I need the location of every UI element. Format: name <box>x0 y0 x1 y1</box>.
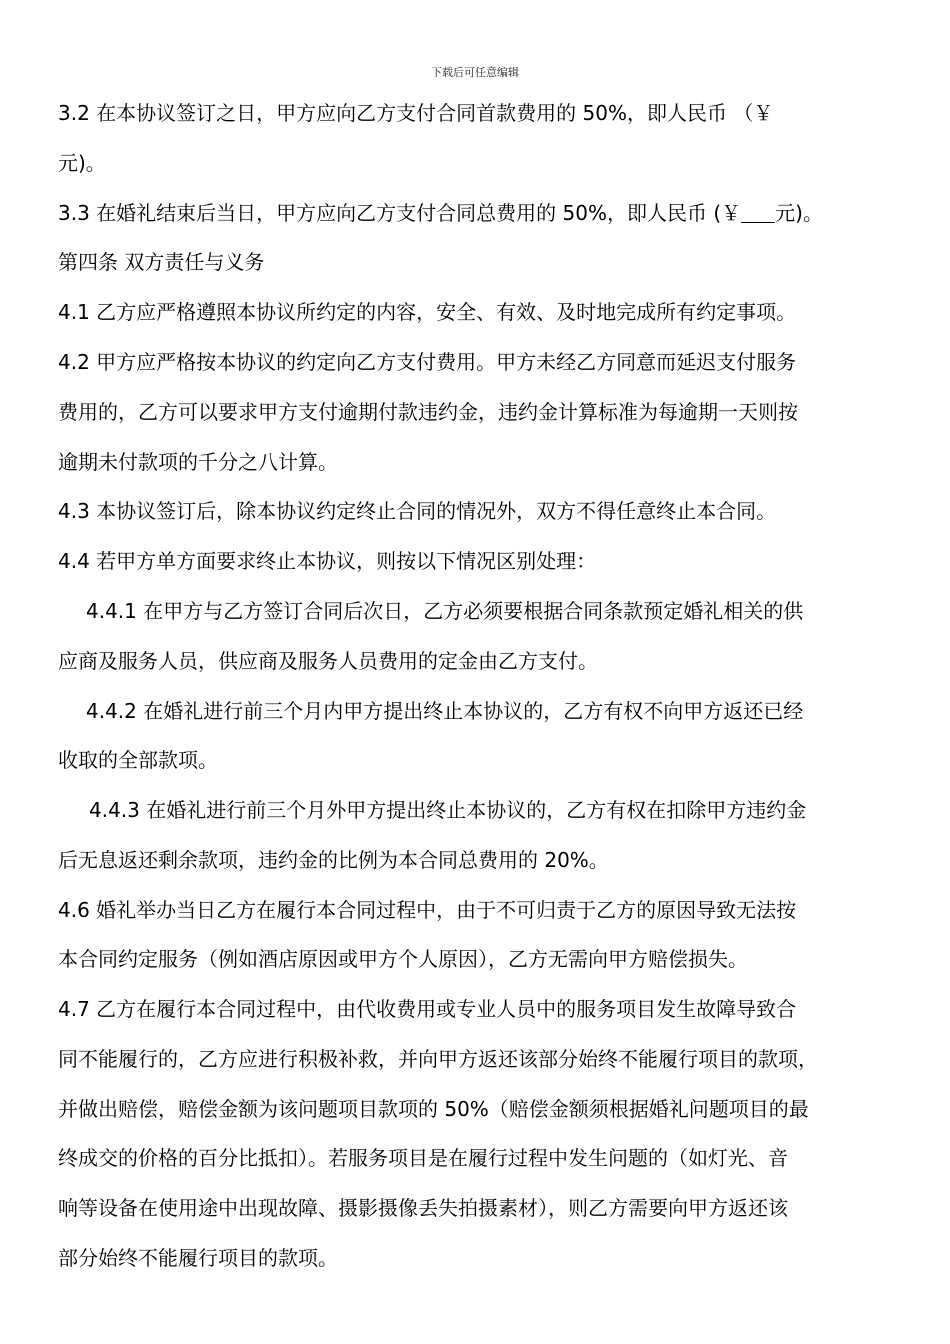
clause-4-4-1-line-2: 应商及服务人员，供应商及服务人员费用的定金由乙方支付。 <box>58 649 598 673</box>
clause-3-3-text-end: 元)。 <box>775 201 823 225</box>
clause-3-3-text: 3.3 在婚礼结束后当日，甲方应向乙方支付合同总费用的 50%，即人民币 (￥ <box>58 201 742 225</box>
clause-3-2-line-2: 元)。 <box>58 151 106 175</box>
clause-4-7-line-2: 同不能履行的，乙方应进行积极补救，并向甲方返还该部分始终不能履行项目的款项， <box>58 1047 818 1071</box>
amount-blank <box>741 204 775 223</box>
clause-3-3-line-1 <box>58 200 823 226</box>
clause-4-1: 4.1 乙方应严格遵照本协议所约定的内容，安全、有效、及时地完成所有约定事项。 <box>58 300 797 324</box>
clause-4-4-2-line-2: 收取的全部款项。 <box>58 748 218 772</box>
clause-4-4-2-line-1: 4.4.2 在婚礼进行前三个月内甲方提出终止本协议的，乙方有权不向甲方返还已经 <box>86 699 804 723</box>
clause-4-3: 4.3 本协议签订后，除本协议约定终止合同的情况外，双方不得任意终止本合同。 <box>58 499 777 523</box>
clause-4-4-3-line-2: 后无息返还剩余款项，违约金的比例为本合同总费用的 20%。 <box>58 848 609 872</box>
clause-4-7-line-4: 终成交的价格的百分比抵扣）。若服务项目是在履行过程中发生问题的（如灯光、音 <box>58 1146 788 1170</box>
page-header: 下载后可任意编辑 <box>431 66 519 79</box>
clause-4-2-line-2: 费用的，乙方可以要求甲方支付逾期付款违约金，违约金计算标准为每逾期一天则按 <box>58 400 798 424</box>
clause-4-2-line-1: 4.2 甲方应严格按本协议的约定向乙方支付费用。甲方未经乙方同意而延迟支付服务 <box>58 350 797 374</box>
clause-4-4-3-line-1: 4.4.3 在婚礼进行前三个月外甲方提出终止本协议的，乙方有权在扣除甲方违约金 <box>89 798 807 822</box>
article-4-title: 第四条 双方责任与义务 <box>58 250 265 274</box>
clause-3-2-line-1: 3.2 在本协议签订之日，甲方应向乙方支付合同首款费用的 50%，即人民币 （￥ <box>58 101 774 125</box>
clause-4-6-line-1: 4.6 婚礼举办当日乙方在履行本合同过程中，由于不可归责于乙方的原因导致无法按 <box>58 898 797 922</box>
clause-4-4: 4.4 若甲方单方面要求终止本协议，则按以下情况区别处理： <box>58 549 597 573</box>
clause-4-7-line-1: 4.7 乙方在履行本合同过程中，由代收费用或专业人员中的服务项目发生故障导致合 <box>58 997 797 1021</box>
clause-4-7-line-3: 并做出赔偿，赔偿金额为该问题项目款项的 50%（赔偿金额须根据婚礼问题项目的最 <box>58 1097 809 1121</box>
clause-4-2-line-3: 逾期未付款项的千分之八计算。 <box>58 450 338 474</box>
clause-4-4-1-line-1: 4.4.1 在甲方与乙方签订合同后次日，乙方必须要根据合同条款预定婚礼相关的供 <box>86 599 804 623</box>
clause-4-7-line-6: 部分始终不能履行项目的款项。 <box>58 1246 338 1270</box>
clause-4-6-line-2: 本合同约定服务（例如酒店原因或甲方个人原因），乙方无需向甲方赔偿损失。 <box>58 947 748 971</box>
clause-4-7-line-5: 响等设备在使用途中出现故障、摄影摄像丢失拍摄素材），则乙方需要向甲方返还该 <box>58 1196 788 1220</box>
